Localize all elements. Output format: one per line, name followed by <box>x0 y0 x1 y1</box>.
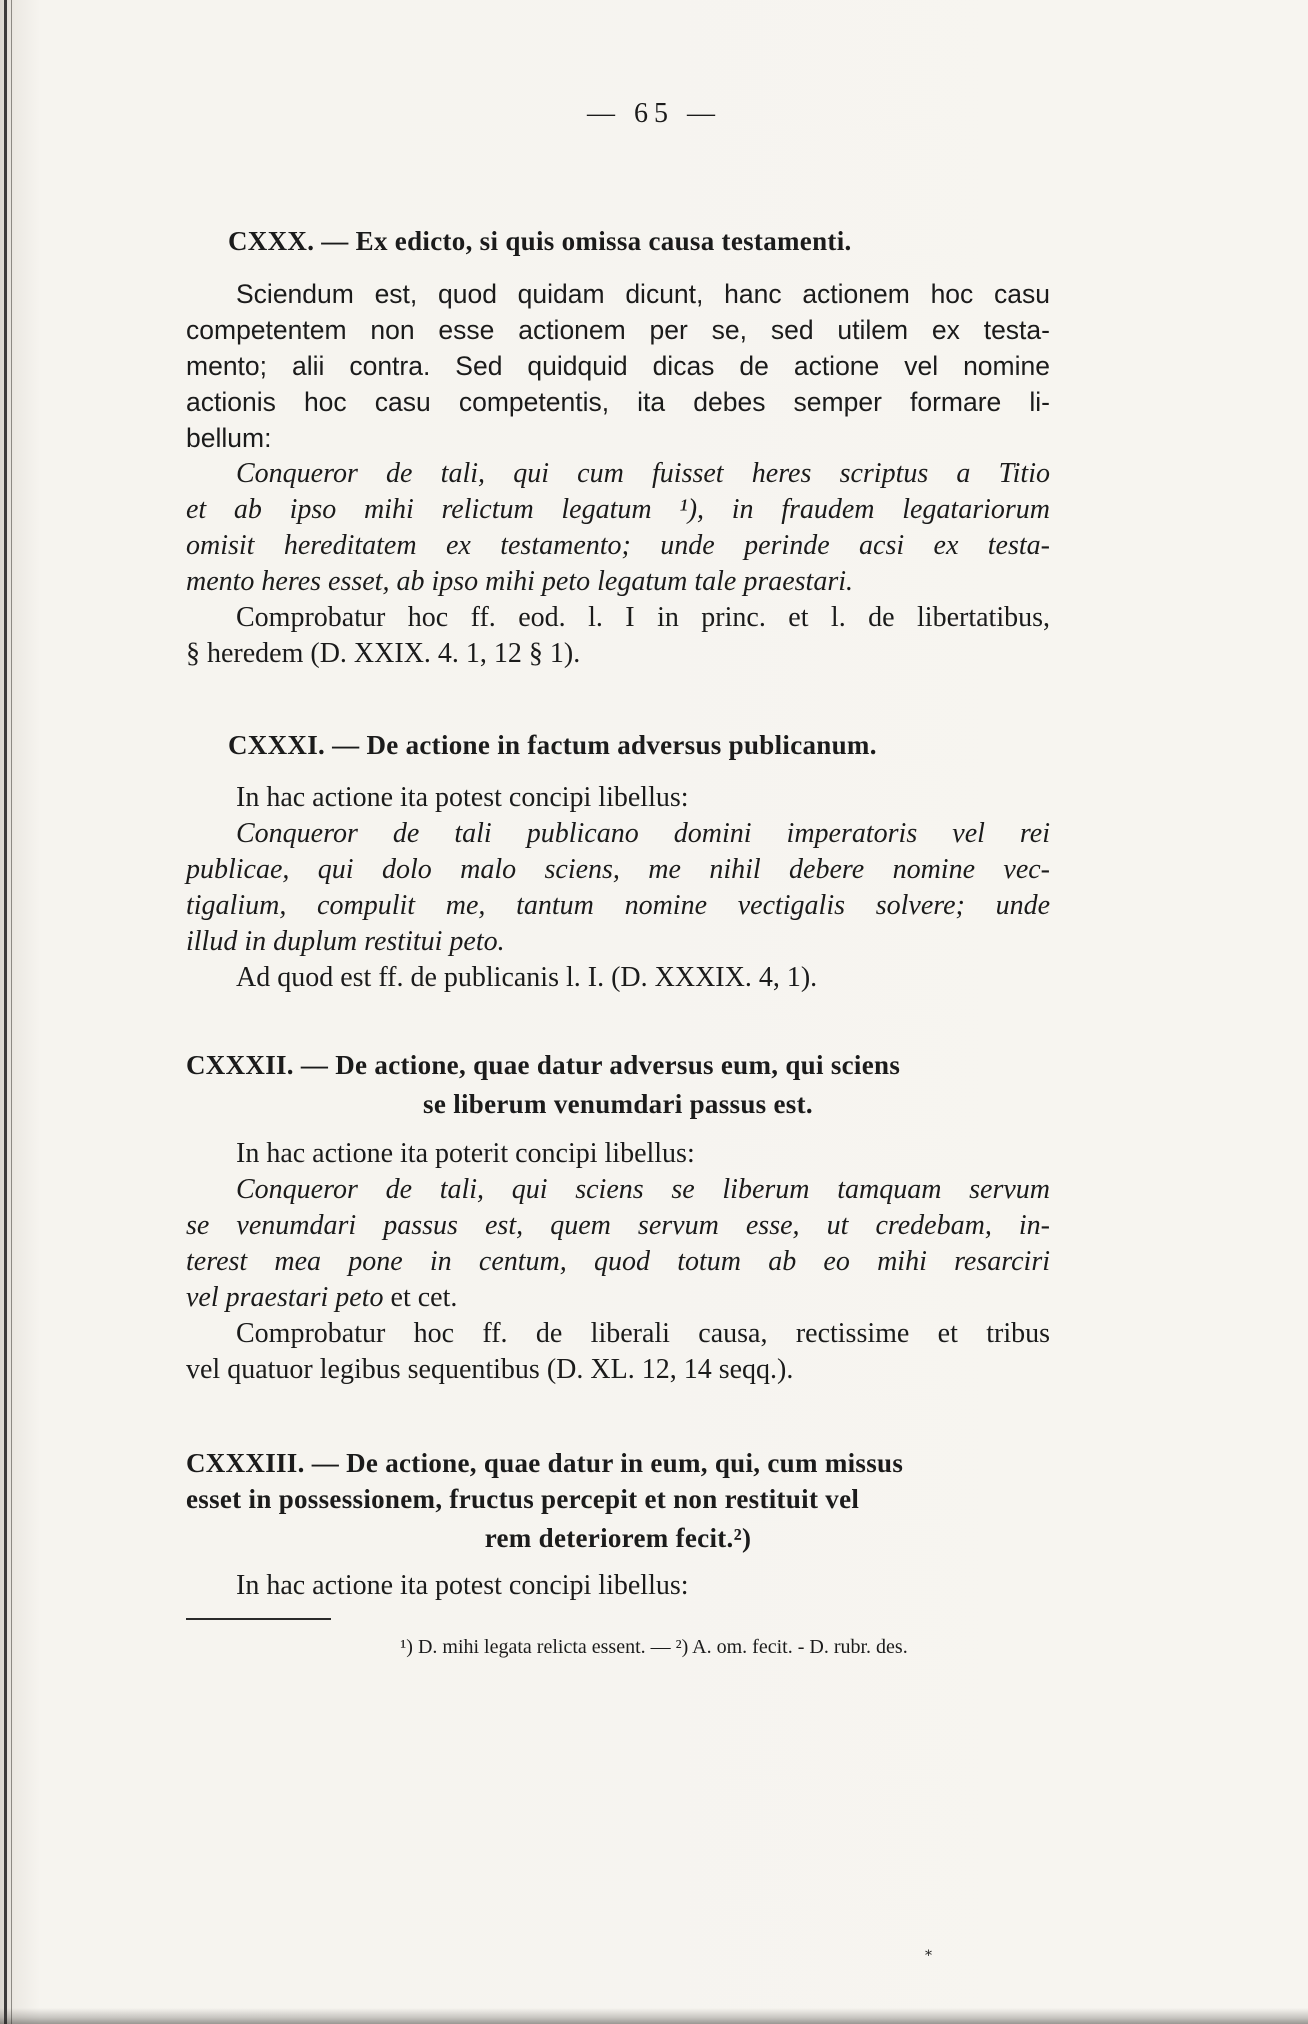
section-cxxxi-citation <box>186 960 1050 996</box>
formula-line: tigalium, compulit me, tantum nomine vectigalis solvere; unde <box>186 890 1050 921</box>
binding-edge <box>4 0 7 2024</box>
formula-line: Conqueror de tali publicano domini imperatoris vel rei <box>236 818 1050 849</box>
formula-line: Conqueror de tali, qui cum fuisset heres scriptus a Titio <box>236 458 1050 489</box>
formula-line: se venumdari passus est, quem servum esse, ut credebam, in- <box>186 1210 1050 1241</box>
intro-line: mento; alii contra. Sed quidquid dicas de actione vel nomine <box>186 351 1050 381</box>
section-cxxxi-formula <box>186 816 1050 960</box>
section-heading-cxxxiii: CXXXIII. — De actione, quae datur in eum, qui, cum missus <box>186 1448 904 1478</box>
formula-line: mento heres esset, ab ipso mihi peto legatum tale praestari. <box>186 566 853 597</box>
formula-line: illud in duplum restitui peto. <box>186 926 505 957</box>
formula-tail: et cet. <box>383 1282 458 1313</box>
formula-line-text: vel praestari peto <box>186 1282 384 1313</box>
citation-line: Ad quod est ff. de publicanis l. I. (D. XXXIX. 4, 1). <box>236 962 818 993</box>
intro-line: In hac actione ita potest concipi libellus: <box>236 782 689 813</box>
intro-line: In hac actione ita potest concipi libellus: <box>236 1570 689 1601</box>
section-heading-cxxxii-cont: se liberum venumdari passus est. <box>423 1089 813 1119</box>
section-cxxx-intro <box>186 276 1050 456</box>
footnote-rule <box>186 1618 331 1620</box>
formula-line <box>186 1280 1050 1316</box>
formula-line: et ab ipso mihi relictum legatum ¹), in fraudem legatariorum <box>186 494 1050 525</box>
page-number: — 65 — <box>587 98 721 129</box>
intro-line: In hac actione ita poterit concipi libellus: <box>236 1138 695 1169</box>
page-bottom-shadow <box>0 2008 1308 2024</box>
formula-line: omisit hereditatem ex testamento; unde perinde acsi ex testa- <box>186 530 1050 561</box>
intro-line: Sciendum est, quod quidam dicunt, hanc actionem hoc casu <box>236 279 1050 309</box>
page-mark: * <box>925 1948 932 1964</box>
section-cxxx-citation <box>186 600 1050 672</box>
intro-line: actionis hoc casu competentis, ita debes semper formare li- <box>186 387 1050 417</box>
citation-line: Comprobatur hoc ff. eod. l. I in princ. et l. de libertatibus, <box>236 602 1050 633</box>
section-cxxxii-citation <box>186 1316 1050 1388</box>
formula-line: publicae, qui dolo malo sciens, me nihil debere nomine vec- <box>186 854 1050 885</box>
section-cxxxii-formula <box>186 1172 1050 1316</box>
section-heading-cxxxiii-line2: esset in possessionem, fructus percepit et non restituit vel <box>186 1484 860 1514</box>
formula-line: terest mea pone in centum, quod totum ab eo mihi resarciri <box>186 1246 1050 1277</box>
section-cxxxii-intro <box>186 1136 1050 1172</box>
section-heading-cxxxii: CXXXII. — De actione, quae datur adversus eum, qui sciens <box>186 1050 901 1080</box>
section-cxxxiii-intro <box>186 1568 1050 1604</box>
section-cxxxi-intro <box>186 780 1050 816</box>
footnotes: ¹) D. mihi legata relicta essent. — ²) A. om. fecit. - D. rubr. des. <box>400 1636 908 1658</box>
citation-line: Comprobatur hoc ff. de liberali causa, rectissime et tribus <box>236 1318 1050 1349</box>
intro-line: competentem non esse actionem per se, sed utilem ex testa- <box>186 315 1050 345</box>
binding-shadow <box>11 0 12 2024</box>
section-heading-cxxxi: CXXXI. — De actione in factum adversus publicanum. <box>228 730 877 760</box>
section-heading-cxxx: CXXX. — Ex edicto, si quis omissa causa testamenti. <box>228 226 852 256</box>
citation-line: § heredem (D. XXIX. 4. 1, 12 § 1). <box>186 638 581 669</box>
intro-line: bellum: <box>186 423 272 453</box>
section-cxxx-formula <box>186 456 1050 600</box>
formula-line: Conqueror de tali, qui sciens se liberum tamquam servum <box>236 1174 1050 1205</box>
citation-line: vel quatuor legibus sequentibus (D. XL. 12, 14 seqq.). <box>186 1354 794 1385</box>
section-heading-cxxxiii-line3: rem deteriorem fecit.²) <box>484 1523 752 1553</box>
